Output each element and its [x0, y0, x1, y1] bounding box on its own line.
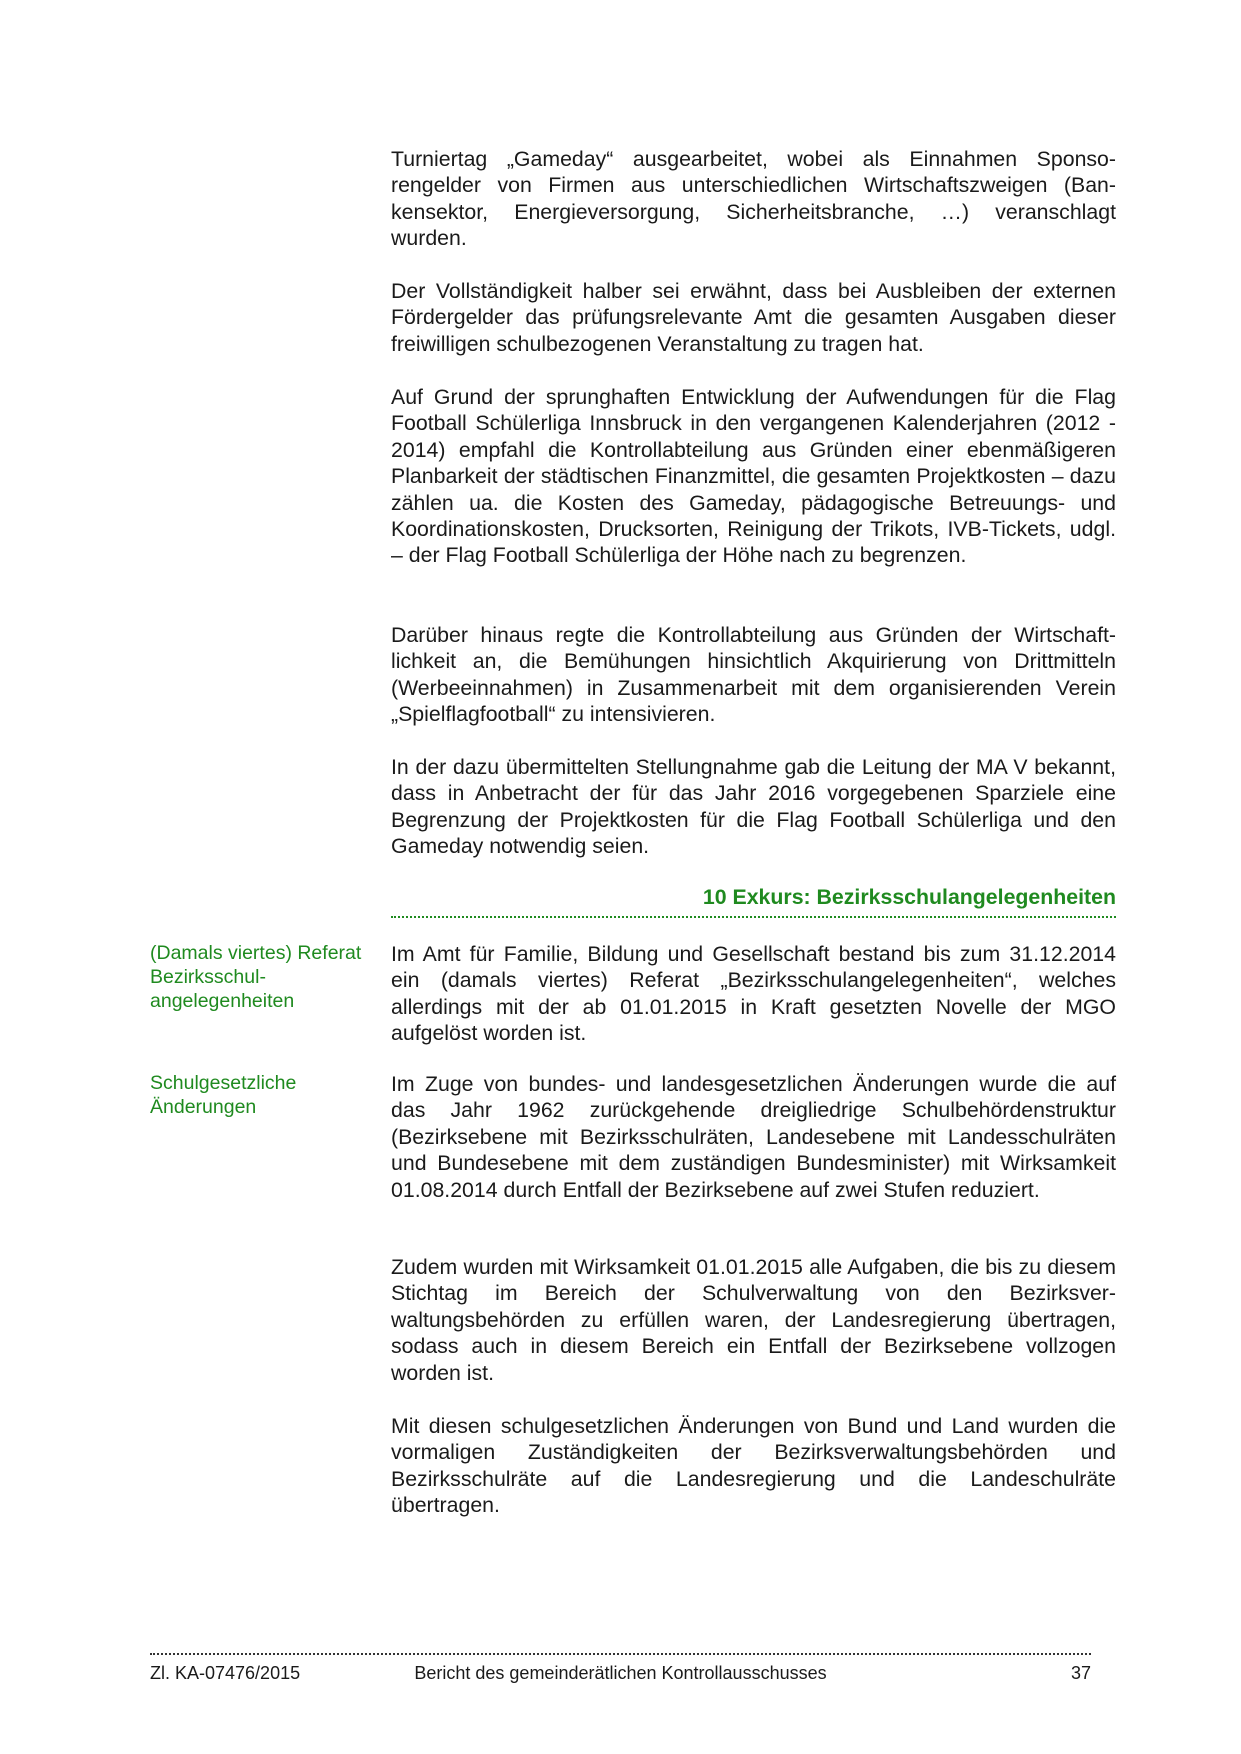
body-paragraph: Auf Grund der sprunghaften Entwicklung der Aufwendungen für die Flag Football Schülerliga Innsbruck in den vergangenen Kalenderjahren (2012 - 2014) empfahl die Kontrollabteilung aus Gründen einer ebenmäßigeren Planbarkeit der städtischen Finanzmittel, die gesamten Projektkosten – dazu zählen ua. die Kosten des Gameday, pädagogische Betreuungs- und Koordinationskosten, Drucksorten, Reinigung der Trikots, IVB-Tickets, udgl. – der Flag Football Schülerliga der Höhe nach zu begrenzen. — [391, 385, 1116, 568]
body-paragraph-8-block — [391, 1254, 1116, 1386]
body-paragraph: Zudem wurden mit Wirksamkeit 01.01.2015 alle Aufgaben, die bis zu diesem Stichtag im Bereich der Schulverwaltung von den Bezirksverwaltungsbehörden zu erfüllen waren, der Landesregierung übertragen, sodass auch in diesem Bereich ein Entfall der Bezirksebene vollzogen worden ist. — [391, 1255, 1116, 1385]
footer-title: Bericht des gemeinderätlichen Kontrollausschusses — [414, 1663, 827, 1683]
body-paragraph: Im Zuge von bundes- und landesgesetzlichen Änderungen wurde die auf das Jahr 1962 zurückgehende dreigliedrige Schulbehördenstruktur (Bezirksebene mit Bezirksschulräten, Landesebene mit Landesschulräten und Bundesebene mit dem zuständigen Bundesminister) mit Wirksamkeit 01.08.2014 durch Entfall der Bezirksebene auf zwei Stufen reduziert. — [391, 1072, 1116, 1202]
body-paragraph: Mit diesen schulgesetzlichen Änderungen von Bund und Land wurden die vormaligen Zuständigkeiten der Bezirksverwaltungsbehörden und Bezirksschulräte auf die Landesregierung und die Landeschulräte übertragen. — [391, 1414, 1116, 1518]
section-divider — [391, 916, 1116, 918]
body-paragraph-5-block — [391, 754, 1116, 860]
body-paragraph-7-block — [391, 1071, 1116, 1203]
body-paragraph-6-block — [391, 941, 1116, 1047]
body-paragraph-2-block — [391, 278, 1116, 357]
body-paragraph: Turniertag „Gameday“ ausgearbeitet, wobei als Einnahmen Sponsorengelder von Firmen aus unterschiedlichen Wirtschaftszweigen (Bankensektor, Energieversorgung, Sicherheitsbranche, …) veranschlagt wurden. — [391, 147, 1116, 251]
body-paragraph-9-block — [391, 1413, 1116, 1519]
margin-note-referat: (Damals viertes) Referat Bezirksschulangelegenheiten — [150, 942, 362, 1012]
body-paragraph-4-block — [391, 622, 1116, 728]
body-paragraph: Darüber hinaus regte die Kontrollabteilung aus Gründen der Wirtschaftlichkeit an, die Bemühungen hinsichtlich Akquirierung von Drittmitteln (Werbeeinnahmen) in Zusammenarbeit mit dem organisierenden Verein „Spielflagfootball“ zu intensivieren. — [391, 623, 1116, 727]
body-paragraph: In der dazu übermittelten Stellungnahme gab die Leitung der MA V bekannt, dass in Anbetracht der für das Jahr 2016 vorgegebenen Sparziele eine Begrenzung der Projektkosten für die Flag Football Schülerliga und den Gameday notwendig seien. — [391, 755, 1116, 859]
margin-note-schulgesetz: Schulgesetzliche Änderungen — [150, 1072, 297, 1118]
body-paragraph-3-block — [391, 384, 1116, 569]
body-paragraph: Der Vollständigkeit halber sei erwähnt, dass bei Ausbleiben der externen Fördergelder das prüfungsrelevante Amt die gesamten Ausgaben dieser freiwilligen schulbezogenen Veranstaltung zu tragen hat. — [391, 279, 1116, 356]
section-heading: 10 Exkurs: Bezirksschulangelegenheiten — [702, 885, 1116, 909]
footer-reference: Zl. KA-07476/2015 — [150, 1663, 301, 1683]
footer-divider — [150, 1653, 1091, 1655]
body-paragraph: Im Amt für Familie, Bildung und Gesellschaft bestand bis zum 31.12.2014 ein (damals viertes) Referat „Bezirksschulangelegenheiten“, welches allerdings mit der ab 01.01.2015 in Kraft gesetzten Novelle der MGO aufgelöst worden ist. — [391, 942, 1116, 1046]
page-number: 37 — [1070, 1663, 1091, 1683]
body-paragraph-1-block — [391, 146, 1116, 252]
